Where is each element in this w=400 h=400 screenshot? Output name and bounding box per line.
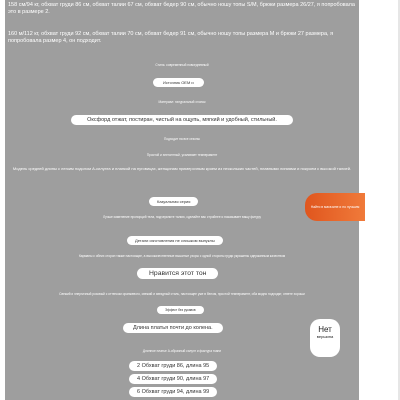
material-caption: Материал: натуральный хлопок — [158, 100, 206, 104]
back-to-top-button[interactable] — [310, 319, 340, 357]
back-to-top-title: Нет — [318, 325, 332, 334]
back-to-top-sub: вершина — [316, 334, 334, 339]
oem-pill: Источник OEM и — [153, 78, 204, 87]
length-pill: Длина платья почти до колена. — [123, 323, 223, 333]
elegant-caption: Простой и элегантный, усиливает темперамент — [146, 153, 218, 157]
season-caption: Подходит на все сезоны — [164, 137, 200, 141]
pockets-caption: Карманы с обеих сторон также настоящие, а высокачественные вышитые узоры с одной стороны груди украшены сдержанным качеством — [78, 254, 286, 258]
review-paragraph-2: 160 м/112 кг, обхват груди 92 см, обхват талии 70 см, обхват бедер 91 см, обычно ношу топы размера М и брюки 27 размера, я попробовала размер 4, он подходит. — [8, 31, 334, 45]
size-row: 4 Обхват груди 90, длина 97 — [129, 374, 217, 384]
sleeveless-pill: Эффект без рукавов — [157, 306, 204, 314]
shop-floating-label: Найти в магазине и по лучшим — [310, 205, 360, 209]
model-description: Модель средней длины с легким подолом А-силуэта и планкой на пуговицах, женщинам примерочным кроем из нескольких частей, плавными линиями и покроем с высокой талией. — [12, 166, 352, 171]
oxford-pill: Оксфорд отжат, постиран, чистый на ощупь, мягкий и удобный, стильный. — [71, 115, 293, 125]
review-paragraph-1: 158 см/94 кг, обхват груди 86 см, обхват талии 67 см, обхват бедер 90 см, обычно ношу топы S/M, брюки размера 26/27, я попробовала это в размере 2. — [8, 2, 355, 16]
size-row: 6 Обхват груди 94, длина 99 — [129, 387, 217, 397]
like-tone-pill: Нравится этот тон — [137, 268, 218, 279]
details-pill: Детали изготовления не слишком выпуклы — [127, 236, 223, 245]
style-caption: Стиль: современный повседневный — [155, 63, 209, 67]
proportion-caption: Лучше изменение пропорций тела, подчеркните талию, сделайте вас стройнее и показывает вашу фигуру — [103, 215, 261, 219]
casual-pill: Казуальная серия — [149, 197, 198, 206]
size-row: 2 Обхват груди 86, длина 95 — [129, 361, 217, 371]
silhouette-caption: Длинное платье А-образный силуэт и фактура ткани — [142, 349, 222, 353]
color-description: Свежий и энергичный розовый с оттенком оранжевого, свежий и звездный стиль, настоящее уже в белом, простой темперамент, оба модно подходят, ответе хороши — [59, 292, 305, 296]
shop-floating-button[interactable] — [305, 193, 365, 221]
